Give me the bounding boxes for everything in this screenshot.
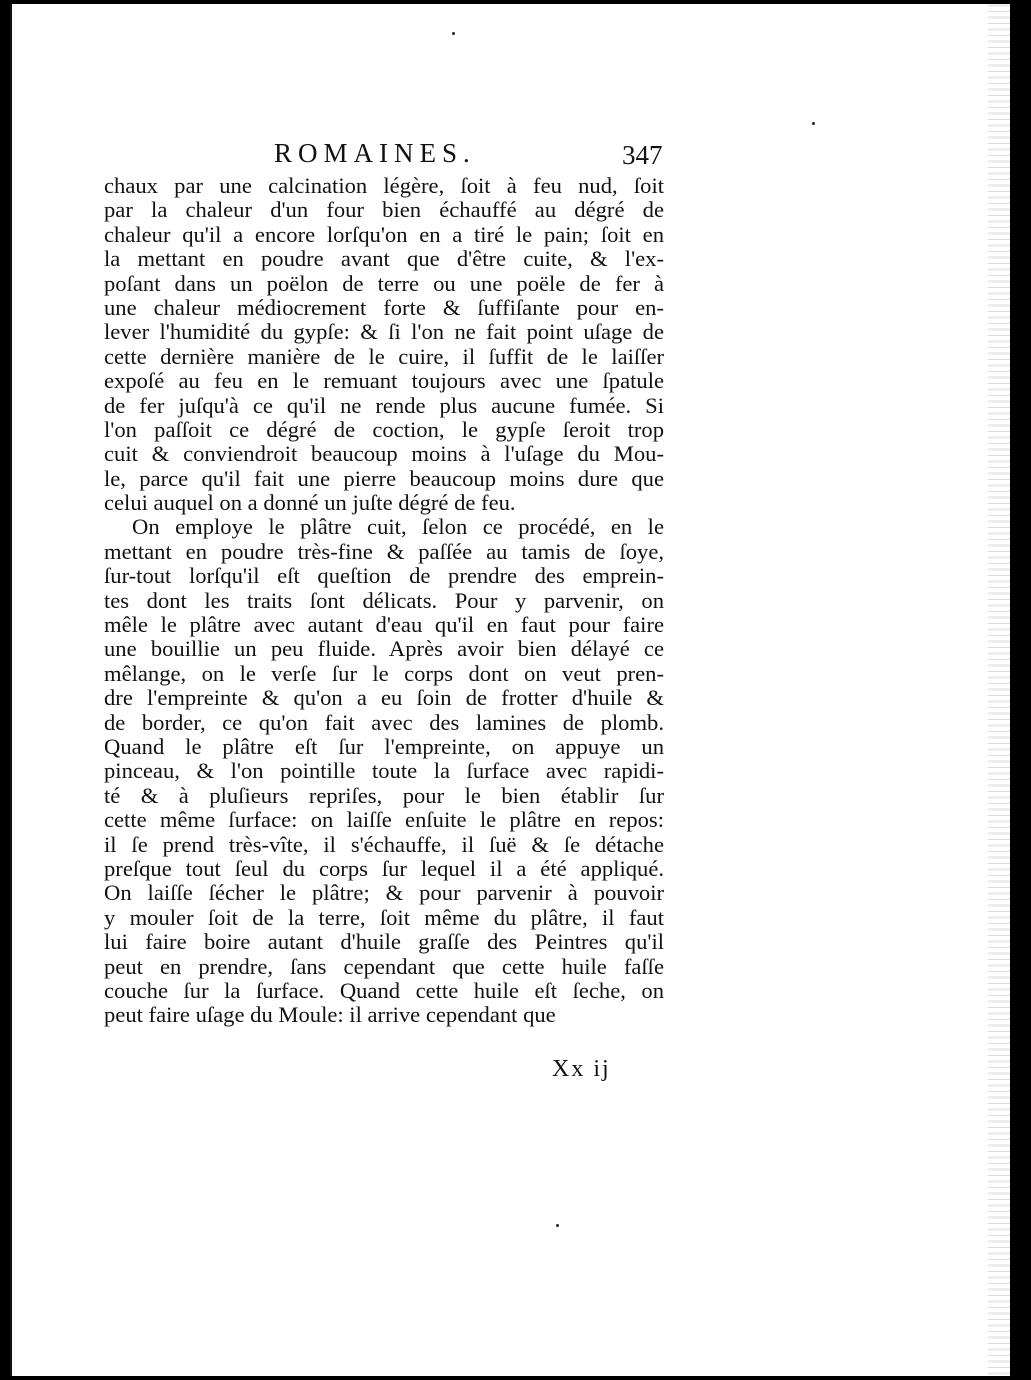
text-line: mêlange, on le verſe ſur le corps dont on veut pren-: [104, 660, 664, 686]
book-page: [10, 4, 1010, 1376]
text-line: ſur-tout lorſqu'il eſt queſtion de prendre des emprein-: [104, 563, 664, 589]
text-line: tes dont les traits ſont délicats. Pour y parvenir, on: [104, 587, 664, 613]
text-line: poſant dans un poëlon de terre ou une poële de fer à: [104, 270, 664, 296]
text-line: une chaleur médiocrement forte & ſuffiſante pour en-: [104, 294, 664, 320]
text-line: couche ſur la ſurface. Quand cette huile eſt ſeche, on: [104, 977, 664, 1003]
running-title: ROMAINES.: [274, 138, 476, 168]
text-line: pinceau, & l'on pointille toute la ſurface avec rapidi-: [104, 758, 664, 784]
text-line: Quand le plâtre eſt ſur l'empreinte, on appuye un: [104, 733, 664, 759]
text-line: de fer juſqu'à ce qu'il ne rende plus aucune fumée. Si: [104, 392, 664, 418]
text-line: il ſe prend très-vîte, il s'échauffe, il ſuë & ſe détache: [104, 831, 664, 857]
text-line: la mettant en poudre avant que d'être cuite, & l'ex-: [104, 246, 664, 272]
text-line: lui faire boire autant d'huile graſſe des Peintres qu'il: [104, 929, 664, 955]
page-edge-shadow: [988, 4, 1010, 1376]
text-line: chaux par une calcination légère, ſoit à feu nud, ſoit: [104, 173, 664, 198]
text-line: té & à pluſieurs repriſes, pour le bien établir ſur: [104, 782, 664, 808]
text-line: celui auquel on a donné un juſte dégré de feu.: [104, 490, 516, 516]
text-line: de border, ce qu'on fait avec des lamines de plomb.: [104, 709, 664, 735]
text-line: On laiſſe ſécher le plâtre; & pour parvenir à pouvoir: [104, 880, 664, 906]
paragraph-2: [104, 515, 664, 1027]
text-line: une bouillie un peu fluide. Après avoir bien délayé ce: [104, 636, 664, 662]
text-line: On employe le plâtre cuit, ſelon ce procédé, en le: [132, 514, 664, 540]
text-line: lever l'humidité du gypſe: & ſi l'on ne fait point uſage de: [104, 319, 664, 345]
text-line: cuit & conviendroit beaucoup moins à l'uſage du Mou-: [104, 441, 664, 467]
text-line: mêle le plâtre avec autant d'eau qu'il en faut pour faire: [104, 612, 664, 638]
paragraph-1: [104, 174, 664, 515]
ink-speck: [556, 1224, 559, 1227]
text-line: l'on paſſoit ce dégré de coction, le gypſe ſeroit trop: [104, 416, 664, 442]
text-line: peut en prendre, ſans cependant que cette huile faſſe: [104, 953, 664, 979]
text-line: expoſé au feu en le remuant toujours avec une ſpatule: [104, 368, 664, 394]
text-line: cette même ſurface: on laiſſe enſuite le plâtre en repos:: [104, 807, 664, 833]
text-line: chaleur qu'il a encore lorſqu'on en a tiré le pain; ſoit en: [104, 221, 664, 247]
text-line: dre l'empreinte & qu'on a eu ſoin de frotter d'huile &: [104, 685, 664, 711]
page-header: [12, 138, 1010, 178]
body-text: [104, 174, 664, 1028]
ink-speck: [452, 32, 455, 35]
ink-speck: [812, 122, 815, 125]
signature-mark: Xx ij: [552, 1056, 611, 1082]
text-line: preſque tout ſeul du corps ſur lequel il a été appliqué.: [104, 855, 664, 881]
page-number: 347: [622, 140, 663, 170]
text-line: mettant en poudre très-fine & paſſée au tamis de ſoye,: [104, 538, 664, 564]
text-line: cette dernière manière de le cuire, il ſuffit de le laiſſer: [104, 343, 664, 369]
text-line: par la chaleur d'un four bien échauffé au dégré de: [104, 197, 664, 223]
text-line: peut faire uſage du Moule: il arrive cependant que: [104, 1002, 556, 1028]
text-line: y mouler ſoit de la terre, ſoit même du plâtre, il faut: [104, 904, 664, 930]
text-line: le, parce qu'il fait une pierre beaucoup moins dure que: [104, 465, 664, 491]
